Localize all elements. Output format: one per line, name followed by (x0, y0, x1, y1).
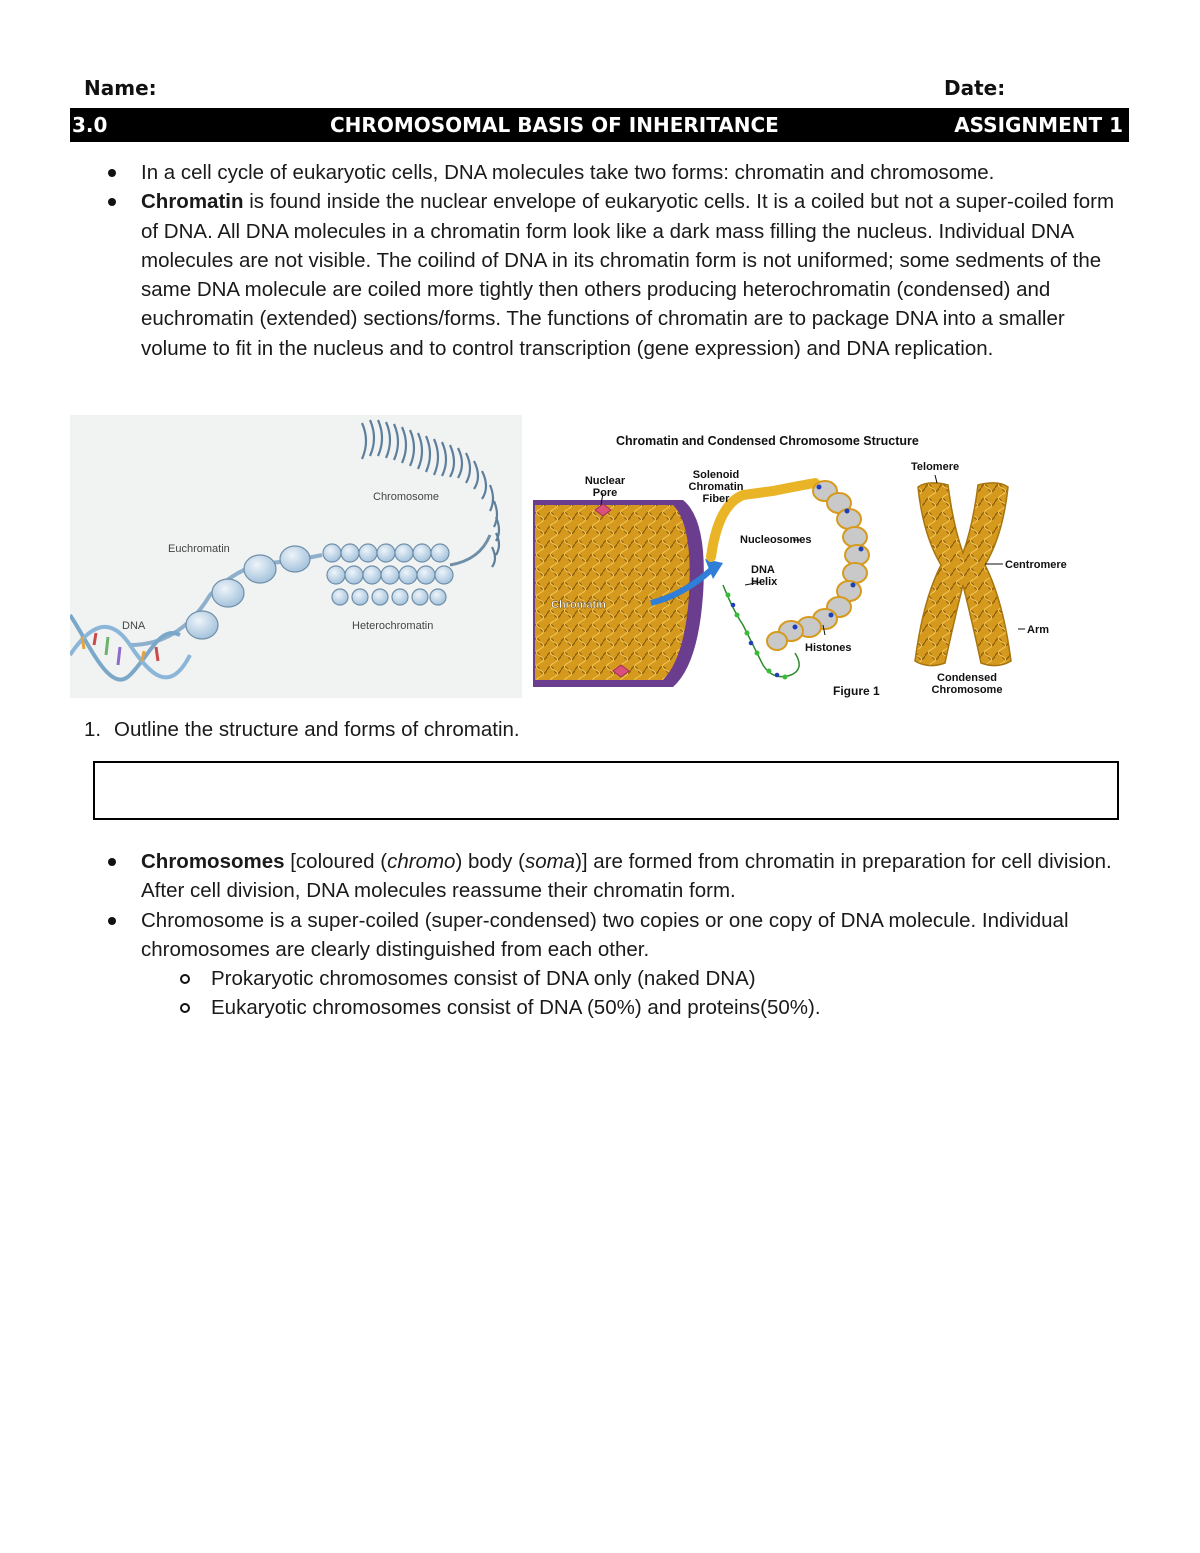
unit-number: 3.0 (72, 113, 108, 137)
chromosome-bullet-list (108, 847, 1118, 1023)
nucleosomes-label: Nucleosomes (740, 534, 812, 546)
fiber-label: Fiber (702, 493, 730, 505)
telomere-label: Telomere (911, 461, 960, 473)
name-label: Name: (84, 76, 157, 100)
helix-label: Helix (751, 576, 778, 588)
solenoid-label: Solenoid (692, 469, 740, 481)
title-bar (70, 108, 1129, 142)
chromosomes-term: Chromosomes (141, 850, 285, 873)
list-item: Chromosomes [coloured (chromo) body (soma)] are formed from chromatin in preparation for cell division. After cell division, DNA molecules reassume their chromatin form. (108, 847, 1118, 906)
chromatin-levels-illustration (70, 415, 522, 698)
question-number: 1. (84, 718, 102, 741)
date-label: Date: (944, 76, 1006, 100)
centromere-label: Centromere (1005, 559, 1067, 571)
sub-list-item: Eukaryotic chromosomes consist of DNA (50%) and proteins(50%). (108, 993, 1118, 1022)
question-text: Outline the structure and forms of chromatin. (114, 718, 520, 741)
name-date-line (84, 76, 1004, 104)
dna-label: DNA (122, 620, 146, 632)
heterochromatin-label: Heterochromatin (352, 620, 434, 632)
list-item: Chromatin is found inside the nuclear envelope of eukaryotic cells. It is a coiled but not a super-coiled form of DNA. All DNA molecules in a chromatin form look like a dark mass filling the nucleus. Individual DNA molecules are not visible. The coilind of DNA in its chromatin form is not uniformed; some sedments of the same DNA molecule are coiled more tightly then others producing heterochromatin (condensed) and euchromatin (extended) sections/forms. The functions of chromatin are to package DNA into a smaller volume to fit in the nucleus and to control transcription (gene expression) and DNA replication. (108, 187, 1118, 363)
list-item: Chromosome is a super-coiled (super-condensed) two copies or one copy of DNA molecule. Individual chromosomes are clearly distinguished from each other. (108, 906, 1118, 965)
page-title: CHROMOSOMAL BASIS OF INHERITANCE (330, 113, 779, 137)
nuclear-label: Nuclear (584, 475, 626, 487)
list-item: In a cell cycle of eukaryotic cells, DNA molecules take two forms: chromatin and chromosome. (108, 158, 1118, 187)
sub-list-item: Prokaryotic chromosomes consist of DNA only (naked DNA) (108, 964, 1118, 993)
chromatin-inset-label: Chromatin (551, 599, 606, 611)
arm-label: Arm (1027, 624, 1050, 636)
chromatin-fiber-label: Chromatin (688, 481, 744, 493)
histones-label: Histones (805, 642, 852, 654)
chromatin-term: Chromatin (141, 190, 244, 214)
pore-label: Pore (592, 487, 618, 499)
euchromatin-label: Euchromatin (168, 543, 230, 555)
condensed-label: Condensed (937, 672, 997, 684)
answer-box[interactable] (93, 761, 1119, 820)
dna-label-right: DNA (751, 564, 775, 576)
assignment-label: ASSIGNMENT 1 (954, 113, 1123, 137)
condensed-chromosome-label: Chromosome (931, 684, 1003, 696)
diagram-title: Chromatin and Condensed Chromosome Structure (616, 434, 919, 448)
intro-bullet-list (108, 158, 1118, 363)
chromosome-label: Chromosome (373, 491, 440, 503)
chromatin-structure-diagram (533, 425, 1093, 700)
question-1 (84, 718, 520, 742)
figure-label: Figure 1 (833, 684, 880, 698)
